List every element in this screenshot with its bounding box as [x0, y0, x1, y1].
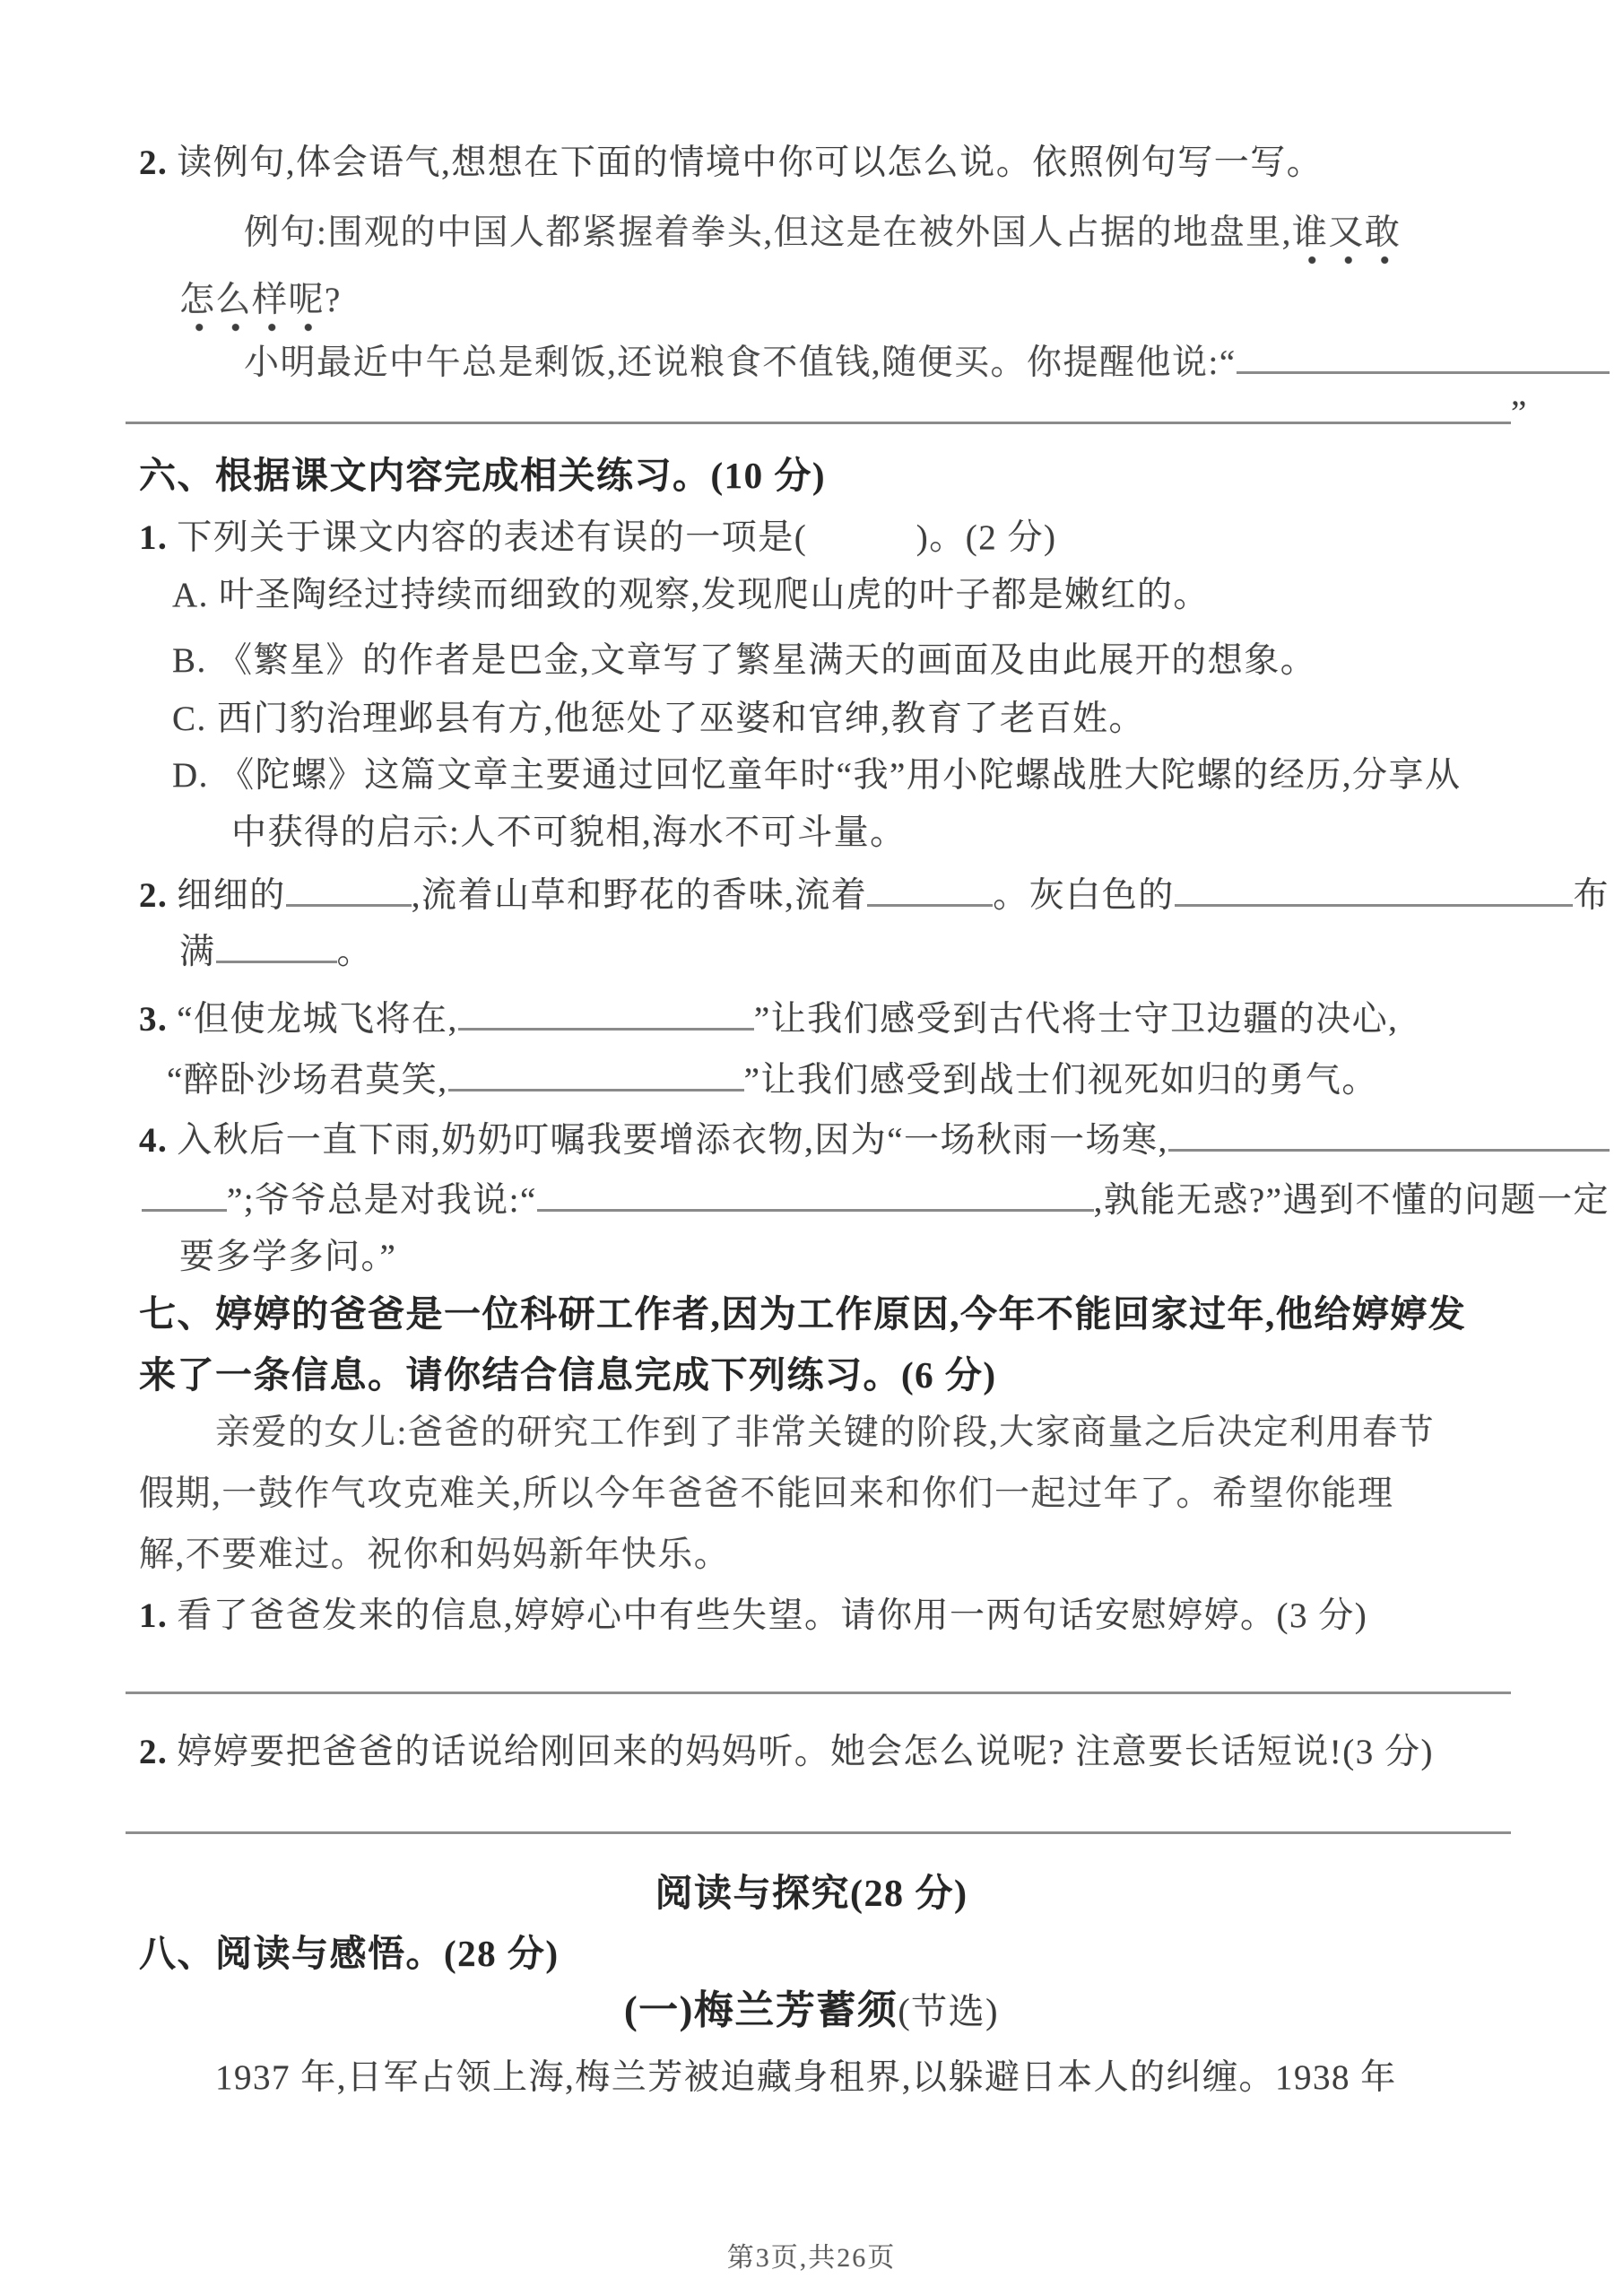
section7-q1: [139, 1587, 1367, 1638]
q1-number: 1.: [139, 1596, 169, 1635]
reading-part-title: 阅读与探究(28 分): [655, 1874, 968, 1915]
q2-number: 2.: [139, 1733, 169, 1771]
question-2-text: 读例句,体会语气,想想在下面的情境中你可以怎么说。依照例句写一写。: [177, 144, 1324, 182]
section6-q2-line-1: [139, 867, 1610, 918]
section-six-title: 六、根据课文内容完成相关练习。(10 分): [139, 455, 827, 496]
passage-title: [0, 1978, 1623, 2035]
situation-text: 小明最近中午总是剩饭,还说粮食不值钱,随便买。你提醒他说:“: [244, 344, 1237, 382]
answer-blank: [458, 999, 754, 1031]
q3-seg-3: “醉卧沙场君莫笑,: [167, 1061, 448, 1100]
answer-blank: [126, 393, 1511, 424]
answer-line: [126, 1692, 1511, 1694]
answer-blank: [867, 875, 993, 907]
q4-number: 4.: [139, 1121, 169, 1160]
option-d-line-2: 中获得的启示:人不可貌相,海水不可斗量。: [231, 813, 907, 852]
option-d-line-1: D. 《陀螺》这篇文章主要通过回忆童年时“我”用小陀螺战胜大陀螺的经历,分享从: [172, 756, 1462, 795]
situation-sentence-line: [244, 335, 1610, 385]
section-seven-title-line-1: 七、婷婷的爸爸是一位科研工作者,因为工作原因,今年不能回家过年,他给婷婷发: [139, 1293, 1467, 1335]
closing-quote: ”: [1511, 394, 1528, 432]
q3-seg-2: ”让我们感受到古代将士守卫边疆的决心,: [753, 1000, 1399, 1039]
example-lead-text: 例句:围观的中国人都紧握着拳头,但这是在被外国人占据的地盘里,: [244, 213, 1292, 252]
example-sentence-line-1: [244, 204, 1401, 255]
section6-q3-line-1: [139, 991, 1398, 1041]
answer-line: [126, 1831, 1511, 1834]
section6-q4-line-3: 要多学多问。”: [179, 1238, 397, 1276]
section6-q3-line-2: [167, 1052, 1378, 1102]
answer-blank: [1237, 343, 1610, 374]
q4-seg-2: ”;爷爷总是对我说:“: [227, 1181, 537, 1220]
letter-line-3: 解,不要难过。祝你和妈妈新年快乐。: [139, 1535, 731, 1574]
q1-text: 下列关于课文内容的表述有误的一项是( )。(2 分): [177, 518, 1057, 557]
q2-seg-2: ,流着山草和野花的香味,流着: [411, 876, 868, 915]
passage-title-main: (一)梅兰芳蓄须: [624, 1988, 898, 2032]
answer-blank: [216, 932, 337, 963]
answer-blank: [448, 1060, 744, 1091]
q1-text: 看了爸爸发来的信息,婷婷心中有些失望。请你用一两句话安慰婷婷。(3 分): [177, 1596, 1368, 1635]
q2-seg-5: 满: [179, 933, 216, 971]
section7-q2: [139, 1724, 1434, 1774]
letter-line-2: 假期,一鼓作气攻克难关,所以今年爸爸不能回来和你们一起过年了。希望你能理: [139, 1474, 1394, 1513]
q2-seg-3: 。灰白色的: [993, 876, 1175, 915]
emphasized-text-1: 谁又敢: [1292, 213, 1402, 265]
section6-q4-line-2: [142, 1172, 1610, 1222]
question-mark: ?: [325, 281, 342, 319]
q2-seg-1: 细细的: [177, 876, 286, 915]
section-eight-title: 八、阅读与感悟。(28 分): [139, 1933, 560, 1974]
q3-number: 3.: [139, 1000, 169, 1039]
q3-seg-4: ”让我们感受到战士们视死如归的勇气。: [743, 1061, 1378, 1100]
option-a: A. 叶圣陶经过持续而细致的观察,发现爬山虎的叶子都是嫩红的。: [172, 576, 1210, 614]
question-2-number: 2.: [139, 144, 169, 182]
q2-text: 婷婷要把爸爸的话说给刚回来的妈妈听。她会怎么说呢? 注意要长话短说!(3 分): [177, 1733, 1435, 1771]
answer-blank: [537, 1180, 1094, 1212]
section6-q2-line-2: [179, 924, 373, 974]
q4-seg-1: 入秋后一直下雨,奶奶叮嘱我要增添衣物,因为“一场秋雨一场寒,: [177, 1121, 1168, 1160]
q3-seg-1: “但使龙城飞将在,: [177, 1000, 458, 1039]
q2-number: 2.: [139, 876, 169, 915]
emphasized-text-2: 怎么样呢: [179, 281, 325, 332]
answer-continuation-line: [126, 393, 1528, 433]
answer-blank: [1175, 875, 1574, 907]
section6-q1-stem: [139, 509, 1056, 560]
section6-q4-line-1: [139, 1112, 1610, 1162]
answer-blank: [286, 875, 412, 907]
q1-number: 1.: [139, 518, 169, 557]
answer-blank: [142, 1180, 227, 1212]
passage-paragraph-line-1: 1937 年,日军占领上海,梅兰芳被迫藏身租界,以躲避日本人的纠缠。1938 年: [215, 2058, 1397, 2097]
passage-title-sub: (节选): [898, 1991, 999, 2031]
option-c: C. 西门豹治理邺县有方,他惩处了巫婆和官绅,教育了老百姓。: [172, 700, 1146, 738]
example-sentence-line-2: [179, 272, 342, 322]
section-seven-title-line-2: 来了一条信息。请你结合信息完成下列练习。(6 分): [139, 1354, 997, 1396]
letter-line-1: 亲爱的女儿:爸爸的研究工作到了非常关键的阶段,大家商量之后决定利用春节: [215, 1413, 1436, 1452]
q2-seg-6: 。: [336, 933, 374, 971]
answer-blank: [1168, 1120, 1610, 1152]
q2-seg-4: 布: [1573, 876, 1610, 915]
page-footer: 第3页,共26页: [726, 2243, 897, 2273]
q4-seg-3: ,孰能无惑?”遇到不懂的问题一定: [1093, 1181, 1610, 1220]
question-2-stem: [139, 135, 1323, 185]
option-b: B. 《繁星》的作者是巴金,文章写了繁星满天的画面及由此展开的想象。: [172, 641, 1317, 680]
